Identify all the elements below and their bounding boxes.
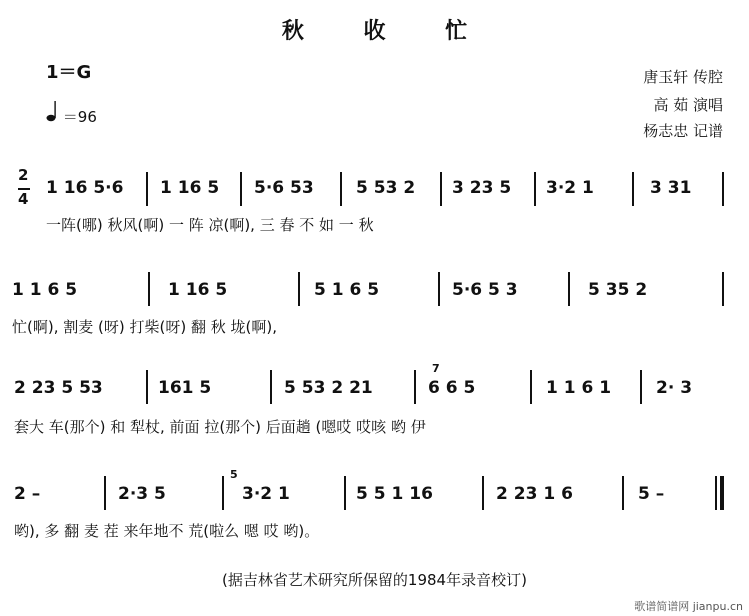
- barline: [340, 172, 342, 206]
- row1-measure1: 1 16 5·6: [46, 178, 124, 198]
- credit-singer: 高 茹 演唱: [653, 96, 723, 114]
- row4-measure2: 2·3 5: [118, 484, 166, 504]
- credit-arranger: 唐玉轩 传腔: [643, 68, 723, 86]
- row2-measure4: 5·6 5 3: [452, 280, 518, 300]
- key-signature: 1＝G: [46, 62, 92, 83]
- row2-measure3: 5 1 6 5: [314, 280, 380, 300]
- row1-measure3: 5·6 53: [254, 178, 314, 198]
- barline: [146, 370, 148, 404]
- row4-measure4: 5 5 1 16: [356, 484, 433, 504]
- barline: [632, 172, 634, 206]
- barline: [530, 370, 532, 404]
- time-signature-top: 2: [18, 166, 29, 184]
- quarter-note-icon: [46, 100, 58, 126]
- row3-measure2: 161 5: [158, 378, 212, 398]
- row1-measure6: 3·2 1: [546, 178, 594, 198]
- row1-lyrics: 一阵(哪) 秋风(啊) 一 阵 凉(啊), 三 春 不 如 一 秋: [46, 216, 374, 234]
- row1-measure2: 1 16 5: [160, 178, 220, 198]
- barline: [534, 172, 536, 206]
- barline: [414, 370, 416, 404]
- row2-measure1: 1 1 6 5: [12, 280, 78, 300]
- barline: [270, 370, 272, 404]
- tempo-value: ＝96: [62, 108, 97, 126]
- row4-measure6: 5 –: [638, 484, 665, 504]
- barline: [344, 476, 346, 510]
- barline: [146, 172, 148, 206]
- grace-note: 5: [230, 468, 238, 481]
- barline: [722, 172, 724, 206]
- time-signature-bottom: 4: [18, 190, 29, 208]
- row2-lyrics: 忙(啊), 割麦 (呀) 打柴(呀) 翻 秋 垅(啊),: [12, 318, 277, 336]
- barline: [440, 172, 442, 206]
- watermark: 歌谱简谱网 jianpu.cn: [634, 600, 743, 613]
- row3-measure3: 5 53 2 21: [284, 378, 373, 398]
- barline: [148, 272, 150, 306]
- barline: [240, 172, 242, 206]
- credit-transcriber: 杨志忠 记谱: [643, 122, 723, 140]
- barline: [722, 272, 724, 306]
- source-note: (据吉林省艺术研究所保留的1984年录音校订): [222, 571, 527, 589]
- barline: [568, 272, 570, 306]
- barline: [482, 476, 484, 510]
- barline: [298, 272, 300, 306]
- row3-measure1: 2 23 5 53: [14, 378, 103, 398]
- row3-lyrics: 套大 车(那个) 和 犁杖, 前面 拉(那个) 后面趟 (嗯哎 哎咳 哟 伊: [14, 418, 426, 436]
- barline: [640, 370, 642, 404]
- row1-measure7: 3 31: [650, 178, 692, 198]
- barline: [104, 476, 106, 510]
- row1-measure5: 3 23 5: [452, 178, 512, 198]
- row3-measure4: 6 6 5: [428, 378, 476, 398]
- row3-measure6: 2· 3: [656, 378, 693, 398]
- row4-measure3: 3·2 1: [242, 484, 290, 504]
- song-title: 秋 收 忙: [281, 18, 494, 44]
- row1-measure4: 5 53 2: [356, 178, 416, 198]
- barline: [222, 476, 224, 510]
- tempo-marking: [46, 100, 97, 127]
- final-barline-thick: [720, 476, 724, 510]
- barline: [622, 476, 624, 510]
- row3-measure5: 1 1 6 1: [546, 378, 612, 398]
- row2-measure2: 1 16 5: [168, 280, 228, 300]
- row4-measure1: 2 –: [14, 484, 41, 504]
- barline: [438, 272, 440, 306]
- grace-note: 7: [432, 362, 440, 375]
- row4-lyrics: 哟), 多 翻 麦 茬 来年地不 荒(啦么 嗯 哎 哟)。: [14, 522, 320, 540]
- final-barline-thin: [715, 476, 717, 510]
- row2-measure5: 5 35 2: [588, 280, 648, 300]
- row4-measure5: 2 23 1 6: [496, 484, 573, 504]
